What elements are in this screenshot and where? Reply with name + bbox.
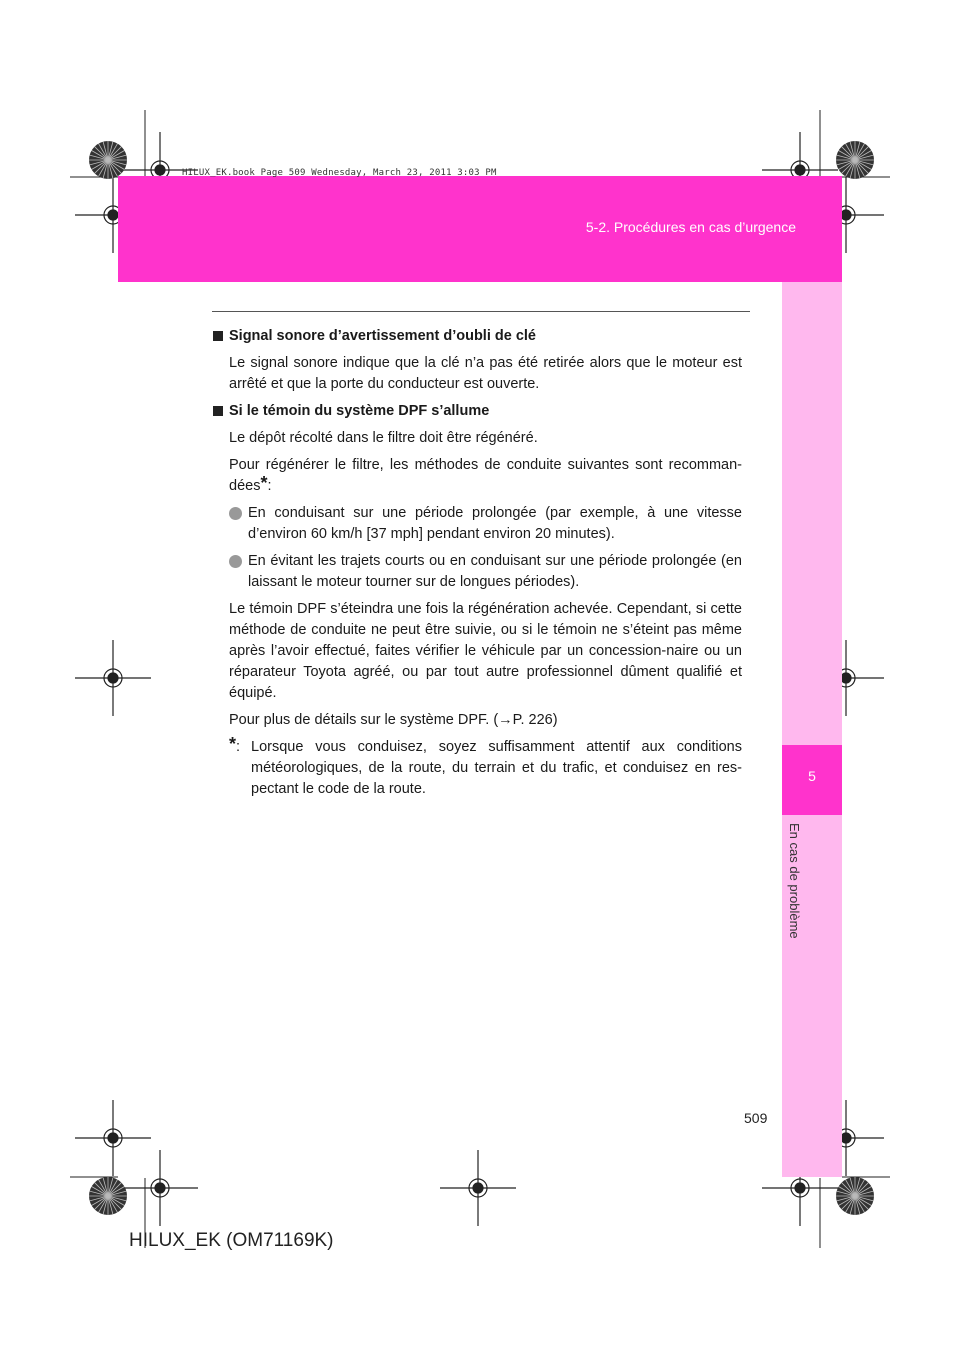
chapter-label: En cas de problème (787, 823, 802, 939)
registration-crosshair (122, 1150, 198, 1226)
footnote-text: Lorsque vous conduisez, soyez suffisamment attentif aux conditions météorologiques, de la route, du terrain et du trafic, et conduisez en res-pectant le code de la route. (251, 739, 742, 797)
side-tab (782, 282, 842, 1177)
footer-model-code: HILUX_EK (OM71169K) (129, 1230, 334, 1251)
asterisk-mark: * (260, 473, 268, 493)
registration-crosshair (75, 1100, 151, 1176)
paragraph: Le témoin DPF s’éteindra une fois la régénération achevée. Cependant, si cette méthode de conduite ne peut être suivie, ou si le témoin ne s’éteint pas même après l’avoir effectué, faites vérifier le véhicule par un concession-naire ou un réparateur Toyota agréé, ou par tout autre professionnel dûment qualifié et équipé. (229, 601, 742, 701)
list-item-text: En évitant les trajets courts ou en conduisant sur une période prolongée (en laissant le moteur tourner sur de longues périodes). (248, 553, 742, 590)
registration-crosshair (75, 640, 151, 716)
section-title: 5-2. Procédures en cas d’urgence (585, 219, 796, 235)
heading-key-reminder (212, 326, 742, 347)
registration-dial (836, 141, 874, 179)
paragraph-suffix: : (267, 478, 272, 494)
paragraph: Le dépôt récolté dans le filtre doit être régénéré. (229, 430, 538, 446)
registration-dial (836, 1177, 874, 1215)
registration-dial (89, 141, 127, 179)
footnote (212, 734, 742, 800)
top-rule (212, 311, 750, 312)
list-item (212, 503, 742, 545)
content (212, 326, 742, 800)
circle-bullet-icon (229, 555, 242, 568)
heading-text: Signal sonore d’avertissement d’oubli de clé (229, 328, 536, 344)
chapter-number: 5 (808, 768, 816, 784)
square-bullet-icon (213, 406, 223, 416)
heading-dpf (212, 401, 742, 422)
paragraph-text: Pour régénérer le filtre, les méthodes de conduite suivantes sont recomman-dées (229, 457, 742, 494)
paragraph: Le signal sonore indique que la clé n’a pas été retirée alors que le moteur est arrêté et que la porte du conducteur est ouverte. (229, 355, 742, 392)
list-item (212, 551, 742, 593)
circle-bullet-icon (229, 507, 242, 520)
page-number: 509 (744, 1110, 768, 1126)
paragraph-reference: Pour plus de détails sur le système DPF. (→P. 226) (229, 712, 558, 728)
list-item-text: En conduisant sur une période prolongée (par exemple, à une vitesse d’environ 60 km/h [37 mph] pendant environ 20 minutes). (248, 505, 742, 542)
paragraph (212, 455, 742, 497)
registration-dial (89, 1177, 127, 1215)
heading-text: Si le témoin du système DPF s’allume (229, 403, 490, 419)
registration-crosshair (440, 1150, 516, 1226)
book-stamp: HILUX_EK.book Page 509 Wednesday, March 23, 2011 3:03 PM (182, 168, 497, 178)
footnote-mark: *: (229, 734, 241, 755)
square-bullet-icon (213, 331, 223, 341)
